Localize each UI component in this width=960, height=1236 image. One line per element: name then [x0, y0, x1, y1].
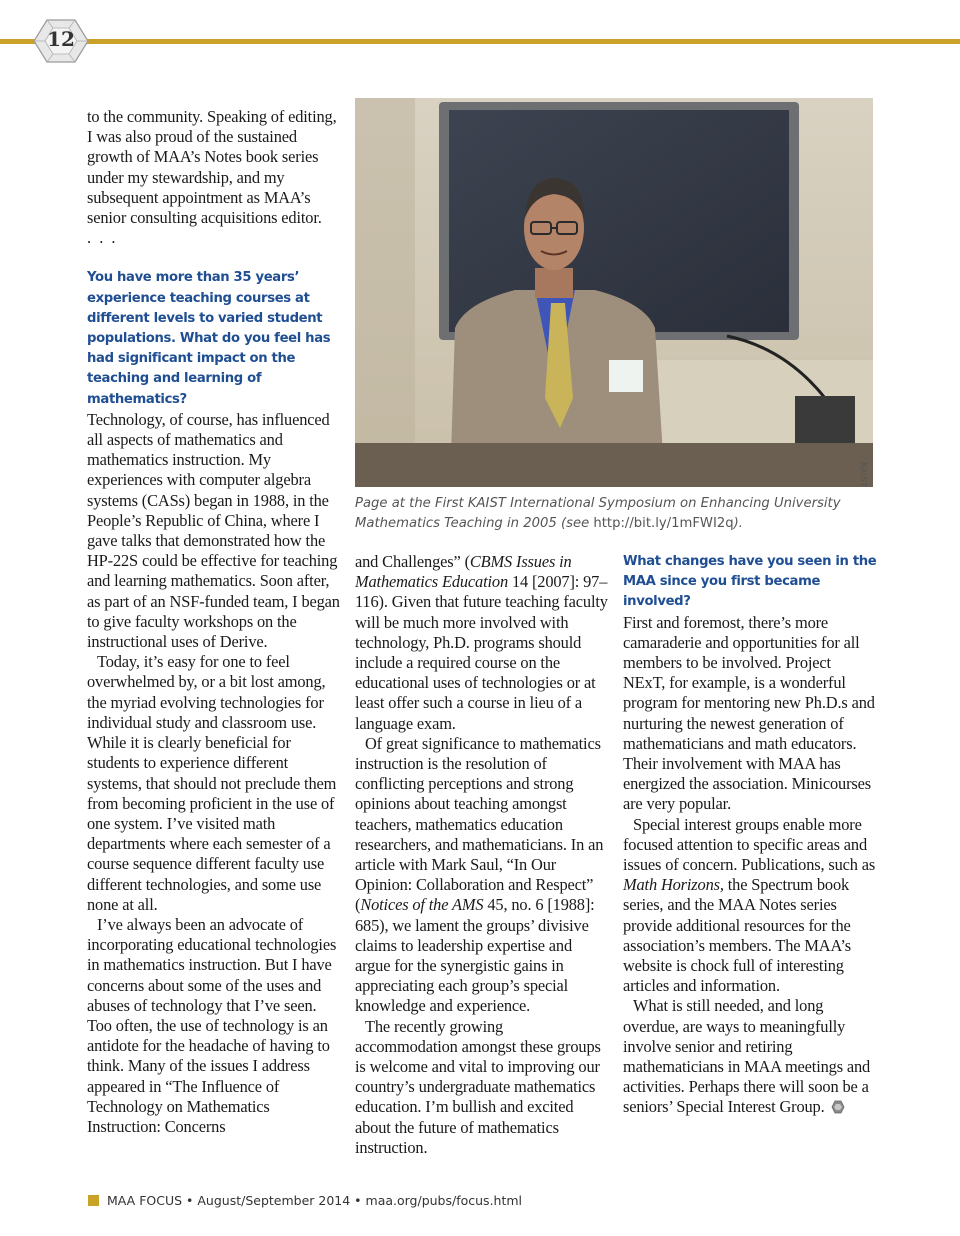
photo-credit: KAIST [859, 462, 868, 488]
interview-question: You have more than 35 years’ experience teaching courses at different levels to varied student populations. What do you feel has had significant impact on the teaching and learning of mathematics? [87, 270, 331, 407]
interview-question: What changes have you seen in the MAA since you first became involved? [623, 554, 877, 610]
caption-link[interactable]: http://bit.ly/1mFWI2q [593, 516, 734, 531]
column-3 [623, 552, 877, 1118]
paragraph: Technology, of course, has influenced all aspects of mathematics and mathematics instruction. My experiences with computer algebra systems (CASs) began in 1988, in the People’s Republic of China, where I gave talks that demonstrated how the HP-22S could be effective for teaching and learning mathematics. Soon after, as part of an NSF-funded team, I began to give faculty workshops on the instructional uses of Derive. [87, 409, 340, 652]
photo-caption [355, 494, 875, 534]
footer-square-icon [88, 1195, 99, 1206]
paragraph [355, 552, 609, 734]
ellipsis-break: . . . [87, 228, 118, 248]
caption-text: Page at the First KAIST International Symposium on Enhancing University Mathematics Teaching in 2005 (see [355, 496, 841, 531]
column-2 [355, 552, 609, 1158]
text-run: and Challenges” ( [355, 552, 470, 571]
text-run: Of great significance to mathematics instruction is the resolution of conflicting perceptions and strong opinions about teaching amongst teachers, mathematics education researchers, and mathematicians. In an article with Mark Saul, “In Our Opinion: Collaboration and Respect” ( [355, 733, 604, 915]
text-run: the Spectrum book series, and the MAA Notes series provide additional resources for the association’s members. The MAA’s website is chock full of interesting articles and information. [623, 875, 851, 996]
citation-title: Math Horizons, [623, 875, 724, 895]
paragraph [355, 734, 609, 1017]
paragraph: Today, it’s easy for one to feel overwhelmed by, or a bit lost among, the myriad evolving technologies for individual study and classroom use. While it is clearly beneficial for students to experience different systems, that should not preclude them from becoming proficient in the use of one system. I’ve visited math departments where each semester of a course sequence different faculty use different technologies, and some use none at all. [87, 652, 337, 914]
citation-title: Notices of the AMS [360, 895, 484, 915]
paragraph: The recently growing accommodation amongst these groups is welcome and vital to improving our country’s undergraduate mathematics education. I’m bullish and excited about the future of mathematics instruction. [355, 1016, 601, 1157]
end-mark-icon [831, 1100, 845, 1114]
footer-text: MAA FOCUS • August/September 2014 • maa.org/pubs/focus.html [107, 1193, 523, 1208]
citation-title: CBMS Issues in Mathematics Education [355, 552, 572, 592]
caption-text-end: ). [733, 516, 743, 531]
speaker-photo [355, 98, 873, 487]
header-rule [0, 39, 960, 44]
page-footer [88, 1192, 522, 1210]
text-run: 14 [2007]: 97–116). Given that future teaching faculty will be much more involved with technology, Ph.D. programs should include a required course on the educational uses of technologies or at least offer such a course in lieu of a language exam. [355, 572, 608, 733]
text-run: What is still needed, and long overdue, are ways to meaningfully involve senior and retiring mathematicians in MAA meetings and activities. Perhaps there will soon be a seniors’ Special Interest Group. [623, 996, 871, 1117]
paragraph [623, 815, 877, 997]
paragraph: First and foremost, there’s more camaraderie and opportunities for all members to be involved. Project NExT, for example, is a wonderful program for mentoring new Ph.D.s and nurturing the newest generation of mathematicians and math educators. Their involvement with MAA has energized the association. Minicourses are very popular. [623, 612, 875, 814]
paragraph [623, 996, 877, 1117]
paragraph: to the community. Speaking of editing, I was also proud of the sustained growth of MAA’s Notes book series under my stewardship, and my subsequent appointment as MAA’s senior consulting acquisitions editor. [87, 107, 337, 228]
text-run: 45, no. 6 [1988]: 685), we lament the groups’ divisive claims to leadership expertise and argue for the synergistic gains in appreciating each group’s special knowledge and experience. [355, 895, 595, 1016]
paragraph: I’ve always been an advocate of incorporating educational technologies in mathematics instruction. But I have concerns about some of the uses and abuses of technology that I’ve seen. Too often, the use of technology is an antidote for the headache of having to think. Many of the issues I address appeared in “The Influence of Technology on Mathematics Instruction: Concerns [87, 914, 337, 1136]
text-run: Special interest groups enable more focused attention to specific areas and issues of concern. Publications, such as [623, 814, 876, 875]
column-1 [87, 107, 341, 1137]
page-number-badge [33, 18, 89, 64]
page-number: 12 [47, 27, 75, 51]
